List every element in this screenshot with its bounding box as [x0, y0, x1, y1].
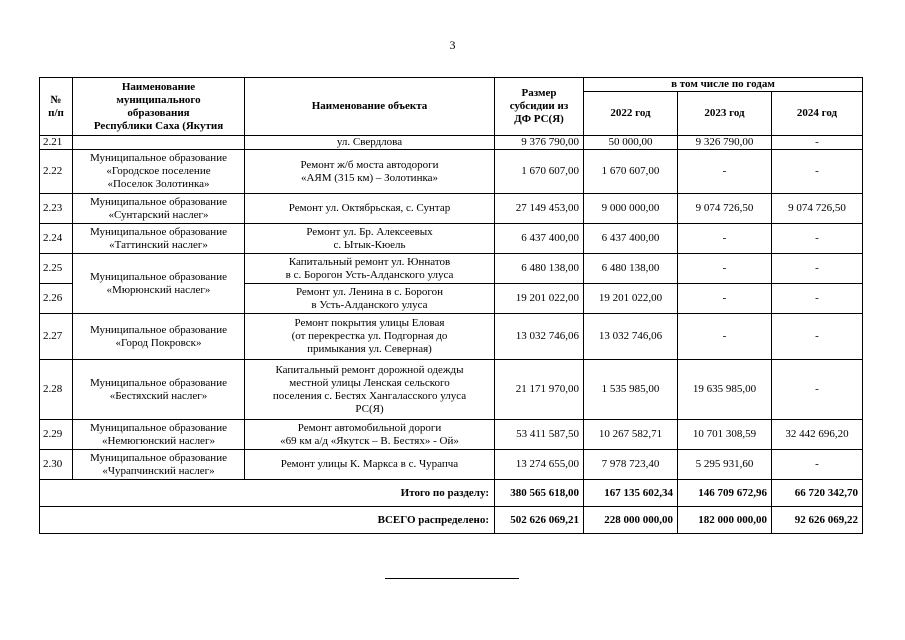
row-2024: - [772, 254, 863, 284]
header-subsidy: Размер субсидии из ДФ РС(Я) [495, 78, 584, 136]
section-total-subsidy: 380 565 618,00 [495, 480, 584, 507]
row-municipality: Муниципальное образование «Бестяхский наслег» [73, 360, 245, 420]
row-2024: 32 442 696,20 [772, 420, 863, 450]
section-total-2023: 146 709 672,96 [678, 480, 772, 507]
section-total-2022: 167 135 602,34 [584, 480, 678, 507]
row-object: Ремонт автомобильной дороги «69 км а/д «Якутск – В. Бестях» - Ой» [245, 420, 495, 450]
header-2022: 2022 год [584, 92, 678, 136]
table-row [40, 420, 863, 450]
row-municipality: Муниципальное образование «Чурапчинский наслег» [73, 450, 245, 480]
row-2023: - [678, 314, 772, 360]
row-2023: 9 074 726,50 [678, 194, 772, 224]
header-2023: 2023 год [678, 92, 772, 136]
row-object: ул. Свердлова [245, 136, 495, 150]
row-subsidy: 6 480 138,00 [495, 254, 584, 284]
row-2022: 6 480 138,00 [584, 254, 678, 284]
footer-divider [385, 578, 519, 579]
row-num: 2.29 [40, 420, 73, 450]
header-years-group: в том числе по годам [584, 78, 863, 92]
row-municipality: Муниципальное образование «Таттинский наслег» [73, 224, 245, 254]
table-row [40, 194, 863, 224]
row-2022: 7 978 723,40 [584, 450, 678, 480]
row-2022: 19 201 022,00 [584, 284, 678, 314]
row-subsidy: 6 437 400,00 [495, 224, 584, 254]
table-row [40, 360, 863, 420]
grand-total-2022: 228 000 000,00 [584, 507, 678, 534]
row-2022: 1 535 985,00 [584, 360, 678, 420]
row-2023: - [678, 284, 772, 314]
row-municipality: Муниципальное образование «Сунтарский наслег» [73, 194, 245, 224]
header-object: Наименование объекта [245, 78, 495, 136]
section-total-2024: 66 720 342,70 [772, 480, 863, 507]
row-2024: - [772, 360, 863, 420]
row-2023: 10 701 308,59 [678, 420, 772, 450]
table-row [40, 136, 863, 150]
row-2022: 6 437 400,00 [584, 224, 678, 254]
row-object: Ремонт ул. Ленина в с. Борогон в Усть-Алданского улуса [245, 284, 495, 314]
row-num: 2.28 [40, 360, 73, 420]
row-num: 2.22 [40, 150, 73, 194]
row-subsidy: 9 376 790,00 [495, 136, 584, 150]
row-object: Ремонт покрытия улицы Еловая (от перекрестка ул. Подгорная до примыкания ул. Северная) [245, 314, 495, 360]
row-2023: 5 295 931,60 [678, 450, 772, 480]
row-object: Капитальный ремонт ул. Юннатов в с. Борогон Усть-Алданского улуса [245, 254, 495, 284]
row-subsidy: 1 670 607,00 [495, 150, 584, 194]
subsidy-table [39, 77, 863, 534]
row-2023: - [678, 150, 772, 194]
section-total-row [40, 480, 863, 507]
row-subsidy: 19 201 022,00 [495, 284, 584, 314]
row-object: Ремонт ул. Октябрьская, с. Сунтар [245, 194, 495, 224]
row-municipality: Муниципальное образование «Город Покровск» [73, 314, 245, 360]
table-row [40, 224, 863, 254]
row-municipality: Муниципальное образование «Мюрюнский наслег» [73, 254, 245, 314]
row-num: 2.27 [40, 314, 73, 360]
grand-total-row [40, 507, 863, 534]
section-total-label: Итого по разделу: [40, 480, 495, 507]
row-object: Ремонт ул. Бр. Алексеевых с. Ытык-Кюель [245, 224, 495, 254]
page-number: 3 [449, 38, 456, 52]
row-subsidy: 13 274 655,00 [495, 450, 584, 480]
row-2023: - [678, 224, 772, 254]
row-2023: 9 326 790,00 [678, 136, 772, 150]
row-2022: 1 670 607,00 [584, 150, 678, 194]
row-2024: - [772, 314, 863, 360]
grand-total-2024: 92 626 069,22 [772, 507, 863, 534]
row-subsidy: 13 032 746,06 [495, 314, 584, 360]
row-2022: 13 032 746,06 [584, 314, 678, 360]
table-row [40, 150, 863, 194]
grand-total-label: ВСЕГО распределено: [40, 507, 495, 534]
row-2022: 10 267 582,71 [584, 420, 678, 450]
grand-total-subsidy: 502 626 069,21 [495, 507, 584, 534]
row-num: 2.21 [40, 136, 73, 150]
row-municipality: Муниципальное образование «Городское поселение «Поселок Золотинка» [73, 150, 245, 194]
grand-total-2023: 182 000 000,00 [678, 507, 772, 534]
row-num: 2.23 [40, 194, 73, 224]
row-2023: 19 635 985,00 [678, 360, 772, 420]
row-subsidy: 27 149 453,00 [495, 194, 584, 224]
row-2024: - [772, 450, 863, 480]
table-row [40, 254, 863, 284]
row-2023: - [678, 254, 772, 284]
row-2022: 50 000,00 [584, 136, 678, 150]
row-subsidy: 21 171 970,00 [495, 360, 584, 420]
row-2024: - [772, 136, 863, 150]
header-2024: 2024 год [772, 92, 863, 136]
table-row [40, 314, 863, 360]
header-num: № п/п [40, 78, 73, 136]
row-object: Ремонт улицы К. Маркса в с. Чурапча [245, 450, 495, 480]
row-object: Ремонт ж/б моста автодороги «АЯМ (315 км) – Золотинка» [245, 150, 495, 194]
row-2024: - [772, 224, 863, 254]
row-2022: 9 000 000,00 [584, 194, 678, 224]
row-municipality: Муниципальное образование «Немюгюнский наслег» [73, 420, 245, 450]
row-municipality [73, 136, 245, 150]
row-num: 2.25 [40, 254, 73, 284]
row-2024: - [772, 284, 863, 314]
row-num: 2.26 [40, 284, 73, 314]
table-row [40, 450, 863, 480]
row-subsidy: 53 411 587,50 [495, 420, 584, 450]
row-2024: 9 074 726,50 [772, 194, 863, 224]
row-num: 2.24 [40, 224, 73, 254]
row-object: Капитальный ремонт дорожной одежды местной улицы Ленская сельского поселения с. Бестях Хангаласского улуса РС(Я) [245, 360, 495, 420]
row-num: 2.30 [40, 450, 73, 480]
row-2024: - [772, 150, 863, 194]
header-municipality: Наименование муниципального образования Республики Саха (Якутия [73, 78, 245, 136]
